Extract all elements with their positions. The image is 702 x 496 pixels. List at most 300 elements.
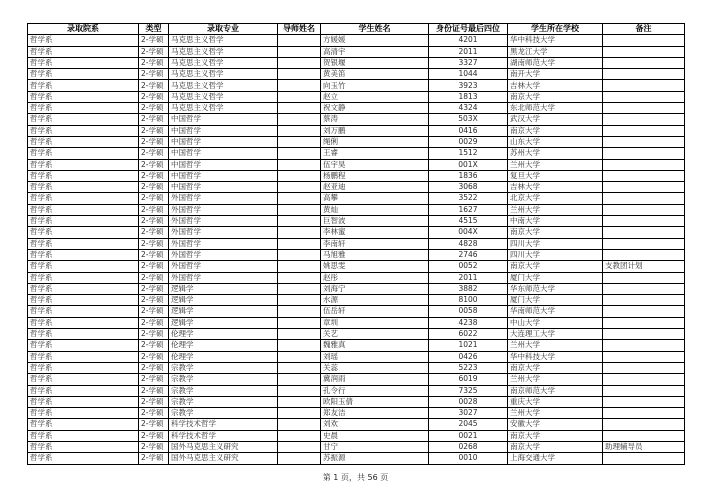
table-cell: [603, 216, 685, 227]
table-cell: 2-学硕: [139, 148, 169, 159]
table-cell: 4828: [429, 238, 508, 249]
table-cell: 黄灿: [321, 204, 429, 215]
table-cell: 兰州大学: [508, 204, 603, 215]
table-cell: 华中科技大学: [508, 351, 603, 362]
column-header-6: 身份证号最后四位: [429, 24, 508, 35]
table-cell: 吉林大学: [508, 80, 603, 91]
admission-roster-table: [27, 23, 685, 465]
table-cell: 2-学硕: [139, 362, 169, 373]
table-cell: 哲学系: [28, 46, 139, 57]
table-cell: 哲学系: [28, 329, 139, 340]
table-cell: [603, 396, 685, 407]
table-cell: 南京大学: [508, 91, 603, 102]
table-cell: [603, 351, 685, 362]
table-cell: 2-学硕: [139, 283, 169, 294]
table-cell: 哲学系: [28, 362, 139, 373]
table-cell: 哲学系: [28, 148, 139, 159]
table-cell: 逻辑学: [169, 306, 278, 317]
table-cell: 中国哲学: [169, 114, 278, 125]
table-cell: 厦门大学: [508, 295, 603, 306]
table-cell: 郑友洁: [321, 408, 429, 419]
table-cell: 2-学硕: [139, 46, 169, 57]
table-cell: [278, 351, 321, 362]
table-cell: [603, 159, 685, 170]
table-cell: 绳俐: [321, 136, 429, 147]
table-cell: 刘万鹏: [321, 125, 429, 136]
table-cell: 1512: [429, 148, 508, 159]
table-cell: 3027: [429, 408, 508, 419]
table-cell: [603, 136, 685, 147]
table-cell: [278, 317, 321, 328]
table-cell: [278, 430, 321, 441]
table-cell: 助理辅导员: [603, 441, 685, 452]
table-cell: [278, 329, 321, 340]
table-cell: 高清宇: [321, 46, 429, 57]
table-cell: 2-学硕: [139, 351, 169, 362]
table-cell: [603, 103, 685, 114]
table-cell: 503X: [429, 114, 508, 125]
table-cell: 逻辑学: [169, 317, 278, 328]
table-row: [28, 396, 685, 407]
table-cell: 关蕊: [321, 362, 429, 373]
table-cell: 哲学系: [28, 238, 139, 249]
table-cell: 宗教学: [169, 396, 278, 407]
table-cell: 哲学系: [28, 385, 139, 396]
table-cell: 哲学系: [28, 170, 139, 181]
table-cell: 高攀: [321, 193, 429, 204]
table-cell: 吉林大学: [508, 182, 603, 193]
table-row: [28, 182, 685, 193]
table-cell: [603, 182, 685, 193]
table-cell: [278, 103, 321, 114]
table-cell: 哲学系: [28, 159, 139, 170]
table-cell: 华东师范大学: [508, 283, 603, 294]
table-cell: 哲学系: [28, 430, 139, 441]
table-cell: [603, 204, 685, 215]
table-cell: 杨鹏程: [321, 170, 429, 181]
table-cell: 哲学系: [28, 396, 139, 407]
table-row: [28, 170, 685, 181]
table-cell: 魏雅真: [321, 340, 429, 351]
table-cell: 南京师范大学: [508, 385, 603, 396]
table-row: [28, 204, 685, 215]
table-cell: [278, 57, 321, 68]
table-cell: 武汉大学: [508, 114, 603, 125]
table-cell: 哲学系: [28, 306, 139, 317]
table-cell: 3923: [429, 80, 508, 91]
table-cell: 2-学硕: [139, 80, 169, 91]
table-cell: 伦理学: [169, 329, 278, 340]
table-cell: 1021: [429, 340, 508, 351]
table-cell: [278, 441, 321, 452]
table-cell: 外国哲学: [169, 238, 278, 249]
column-header-2: 类型: [139, 24, 169, 35]
table-cell: 贺银堰: [321, 57, 429, 68]
table-cell: 2-学硕: [139, 91, 169, 102]
table-cell: [603, 385, 685, 396]
table-cell: 哲学系: [28, 91, 139, 102]
table-row: [28, 148, 685, 159]
table-cell: [603, 46, 685, 57]
table-cell: 哲学系: [28, 125, 139, 136]
table-row: [28, 408, 685, 419]
table-cell: 黑龙江大学: [508, 46, 603, 57]
table-cell: 伍宇昊: [321, 159, 429, 170]
table-cell: [603, 295, 685, 306]
table-cell: 马旭雅: [321, 249, 429, 260]
column-header-8: 备注: [603, 24, 685, 35]
table-cell: 外国哲学: [169, 272, 278, 283]
table-cell: 2-学硕: [139, 374, 169, 385]
table-cell: 外国哲学: [169, 261, 278, 272]
table-cell: 7325: [429, 385, 508, 396]
table-cell: 004X: [429, 227, 508, 238]
table-cell: 1044: [429, 69, 508, 80]
table-cell: 外国哲学: [169, 249, 278, 260]
table-cell: 南京大学: [508, 441, 603, 452]
table-row: [28, 159, 685, 170]
table-cell: 哲学系: [28, 419, 139, 430]
table-cell: 3327: [429, 57, 508, 68]
table-row: [28, 351, 685, 362]
table-cell: 冀润雨: [321, 374, 429, 385]
table-cell: 宗教学: [169, 374, 278, 385]
table-cell: 逻辑学: [169, 283, 278, 294]
table-cell: 哲学系: [28, 295, 139, 306]
table-cell: 2-学硕: [139, 453, 169, 464]
table-cell: 巨智波: [321, 216, 429, 227]
table-cell: [278, 91, 321, 102]
table-cell: 科学技术哲学: [169, 419, 278, 430]
table-cell: 甘宁: [321, 441, 429, 452]
table-cell: 2-学硕: [139, 204, 169, 215]
table-cell: 2-学硕: [139, 272, 169, 283]
table-cell: [603, 306, 685, 317]
table-cell: [603, 374, 685, 385]
table-cell: 中南大学: [508, 216, 603, 227]
table-cell: [278, 193, 321, 204]
table-row: [28, 419, 685, 430]
table-cell: [603, 419, 685, 430]
table-cell: 南京大学: [508, 430, 603, 441]
table-cell: [603, 227, 685, 238]
table-cell: 0268: [429, 441, 508, 452]
table-row: [28, 238, 685, 249]
table-cell: 2-学硕: [139, 430, 169, 441]
table-cell: [278, 170, 321, 181]
table-cell: 2-学硕: [139, 329, 169, 340]
table-cell: [603, 80, 685, 91]
table-cell: 国外马克思主义研究: [169, 453, 278, 464]
table-cell: 宗教学: [169, 408, 278, 419]
table-cell: [278, 306, 321, 317]
table-cell: [278, 396, 321, 407]
table-cell: 8100: [429, 295, 508, 306]
table-cell: 外国哲学: [169, 193, 278, 204]
table-row: [28, 385, 685, 396]
table-cell: 哲学系: [28, 193, 139, 204]
table-cell: 伦理学: [169, 340, 278, 351]
table-cell: 南开大学: [508, 69, 603, 80]
table-cell: 兰州大学: [508, 374, 603, 385]
table-cell: [278, 204, 321, 215]
table-row: [28, 91, 685, 102]
table-cell: 中国哲学: [169, 148, 278, 159]
table-cell: [278, 114, 321, 125]
table-cell: 哲学系: [28, 57, 139, 68]
table-cell: 2-学硕: [139, 182, 169, 193]
table-cell: 方媛媛: [321, 35, 429, 46]
table-cell: 伍岳轩: [321, 306, 429, 317]
table-cell: 东北师范大学: [508, 103, 603, 114]
table-row: [28, 114, 685, 125]
table-cell: 哲学系: [28, 114, 139, 125]
table-cell: 哲学系: [28, 227, 139, 238]
table-cell: 2-学硕: [139, 114, 169, 125]
table-cell: 2-学硕: [139, 227, 169, 238]
table-cell: 支教团计划: [603, 261, 685, 272]
table-cell: 2-学硕: [139, 295, 169, 306]
table-cell: [278, 385, 321, 396]
table-row: [28, 46, 685, 57]
table-row: [28, 35, 685, 46]
table-cell: [603, 430, 685, 441]
table-cell: 北京大学: [508, 193, 603, 204]
table-cell: 2-学硕: [139, 159, 169, 170]
table-cell: 刘海宁: [321, 283, 429, 294]
table-cell: [603, 408, 685, 419]
table-cell: 蔡涛: [321, 114, 429, 125]
table-cell: [278, 374, 321, 385]
table-cell: 001X: [429, 159, 508, 170]
table-cell: 黄美笛: [321, 69, 429, 80]
table-cell: [278, 80, 321, 91]
table-cell: [603, 283, 685, 294]
table-cell: [603, 69, 685, 80]
table-cell: [278, 35, 321, 46]
table-cell: [603, 57, 685, 68]
table-cell: [603, 340, 685, 351]
table-cell: 2045: [429, 419, 508, 430]
table-cell: 湖南师范大学: [508, 57, 603, 68]
table-cell: 兰州大学: [508, 159, 603, 170]
table-cell: 厦门大学: [508, 272, 603, 283]
table-cell: 华南师范大学: [508, 306, 603, 317]
table-row: [28, 283, 685, 294]
table-cell: 2-学硕: [139, 125, 169, 136]
table-cell: 复旦大学: [508, 170, 603, 181]
table-cell: 哲学系: [28, 261, 139, 272]
table-cell: 伦理学: [169, 351, 278, 362]
table-cell: [603, 35, 685, 46]
table-cell: 4324: [429, 103, 508, 114]
table-cell: 祝文静: [321, 103, 429, 114]
table-cell: [603, 114, 685, 125]
table-cell: 赵彤: [321, 272, 429, 283]
table-cell: 马克思主义哲学: [169, 91, 278, 102]
table-cell: 2-学硕: [139, 238, 169, 249]
table-cell: [278, 272, 321, 283]
table-cell: 1813: [429, 91, 508, 102]
table-row: [28, 216, 685, 227]
table-cell: 2-学硕: [139, 35, 169, 46]
table-cell: 4201: [429, 35, 508, 46]
table-cell: [278, 362, 321, 373]
table-cell: [278, 46, 321, 57]
table-cell: [278, 419, 321, 430]
table-cell: 外国哲学: [169, 204, 278, 215]
column-header-1: 录取院系: [28, 24, 139, 35]
table-cell: 李南轩: [321, 238, 429, 249]
table-cell: 2-学硕: [139, 69, 169, 80]
table-cell: 2-学硕: [139, 408, 169, 419]
page-number-footer: 第 1 页，共 56 页: [322, 473, 389, 482]
table-cell: [278, 148, 321, 159]
table-row: [28, 295, 685, 306]
table-cell: 哲学系: [28, 204, 139, 215]
table-row: [28, 103, 685, 114]
table-cell: 0416: [429, 125, 508, 136]
table-row: [28, 441, 685, 452]
table-cell: [603, 249, 685, 260]
table-cell: [278, 283, 321, 294]
table-cell: 山东大学: [508, 136, 603, 147]
table-cell: 2746: [429, 249, 508, 260]
table-cell: 赵亚迪: [321, 182, 429, 193]
table-cell: [603, 148, 685, 159]
table-cell: [603, 453, 685, 464]
table-cell: 向玉竹: [321, 80, 429, 91]
table-cell: [278, 125, 321, 136]
table-cell: [603, 170, 685, 181]
table-cell: 0010: [429, 453, 508, 464]
table-cell: 1836: [429, 170, 508, 181]
table-cell: 3882: [429, 283, 508, 294]
table-cell: 科学技术哲学: [169, 430, 278, 441]
table-cell: 哲学系: [28, 340, 139, 351]
table-cell: 哲学系: [28, 182, 139, 193]
table-cell: 南京大学: [508, 227, 603, 238]
table-cell: 兰州大学: [508, 408, 603, 419]
table-row: [28, 80, 685, 91]
table-cell: 中国哲学: [169, 136, 278, 147]
table-cell: 赵立: [321, 91, 429, 102]
table-cell: 中国哲学: [169, 170, 278, 181]
table-row: [28, 340, 685, 351]
table-cell: 大连理工大学: [508, 329, 603, 340]
column-header-5: 学生姓名: [321, 24, 429, 35]
table-cell: [603, 91, 685, 102]
table-cell: 哲学系: [28, 453, 139, 464]
table-cell: 欧阳玉倩: [321, 396, 429, 407]
table-cell: 4515: [429, 216, 508, 227]
table-cell: 姚思雯: [321, 261, 429, 272]
table-cell: 0021: [429, 430, 508, 441]
table-cell: 王睿: [321, 148, 429, 159]
table-row: [28, 453, 685, 464]
table-cell: 哲学系: [28, 408, 139, 419]
table-cell: 孔令行: [321, 385, 429, 396]
table-cell: 马克思主义哲学: [169, 80, 278, 91]
table-cell: 2-学硕: [139, 103, 169, 114]
table-cell: 李林蜜: [321, 227, 429, 238]
column-header-7: 学生所在学校: [508, 24, 603, 35]
table-cell: 哲学系: [28, 136, 139, 147]
table-cell: 2-学硕: [139, 193, 169, 204]
table-cell: 哲学系: [28, 272, 139, 283]
column-header-3: 录取专业: [169, 24, 278, 35]
table-cell: 2011: [429, 272, 508, 283]
table-cell: [603, 193, 685, 204]
table-row: [28, 272, 685, 283]
table-cell: [278, 69, 321, 80]
table-cell: [278, 295, 321, 306]
table-cell: 0058: [429, 306, 508, 317]
table-cell: 宗教学: [169, 385, 278, 396]
table-row: [28, 374, 685, 385]
table-row: [28, 329, 685, 340]
table-cell: 华中科技大学: [508, 35, 603, 46]
table-cell: 哲学系: [28, 103, 139, 114]
table-cell: [278, 249, 321, 260]
table-row: [28, 261, 685, 272]
table-cell: 3068: [429, 182, 508, 193]
table-cell: 上海交通大学: [508, 453, 603, 464]
table-cell: [278, 182, 321, 193]
table-cell: [603, 125, 685, 136]
table-cell: 哲学系: [28, 441, 139, 452]
table-cell: 2-学硕: [139, 340, 169, 351]
table-cell: [278, 159, 321, 170]
table-cell: 0028: [429, 396, 508, 407]
table-cell: 苏州大学: [508, 148, 603, 159]
table-cell: 马克思主义哲学: [169, 69, 278, 80]
table-cell: 2-学硕: [139, 261, 169, 272]
table-cell: 马克思主义哲学: [169, 103, 278, 114]
table-cell: 2-学硕: [139, 306, 169, 317]
table-row: [28, 125, 685, 136]
table-row: [28, 227, 685, 238]
table-cell: [278, 136, 321, 147]
table-cell: [278, 408, 321, 419]
table-cell: 2011: [429, 46, 508, 57]
table-row: [28, 57, 685, 68]
table-cell: [278, 238, 321, 249]
table-cell: 南京大学: [508, 362, 603, 373]
table-cell: [278, 453, 321, 464]
table-cell: 2-学硕: [139, 317, 169, 328]
table-cell: [603, 317, 685, 328]
table-cell: [603, 272, 685, 283]
table-cell: 哲学系: [28, 216, 139, 227]
table-cell: 宗教学: [169, 362, 278, 373]
table-cell: 1627: [429, 204, 508, 215]
table-row: [28, 306, 685, 317]
table-cell: [603, 329, 685, 340]
table-cell: 2-学硕: [139, 441, 169, 452]
table-cell: 章圳: [321, 317, 429, 328]
table-row: [28, 69, 685, 80]
table-cell: 兰州大学: [508, 340, 603, 351]
table-cell: 哲学系: [28, 351, 139, 362]
table-cell: 中国哲学: [169, 159, 278, 170]
table-cell: 马克思主义哲学: [169, 57, 278, 68]
table-cell: 中山大学: [508, 317, 603, 328]
table-cell: 2-学硕: [139, 385, 169, 396]
table-cell: 南京大学: [508, 261, 603, 272]
table-cell: [278, 340, 321, 351]
table-cell: 四川大学: [508, 249, 603, 260]
